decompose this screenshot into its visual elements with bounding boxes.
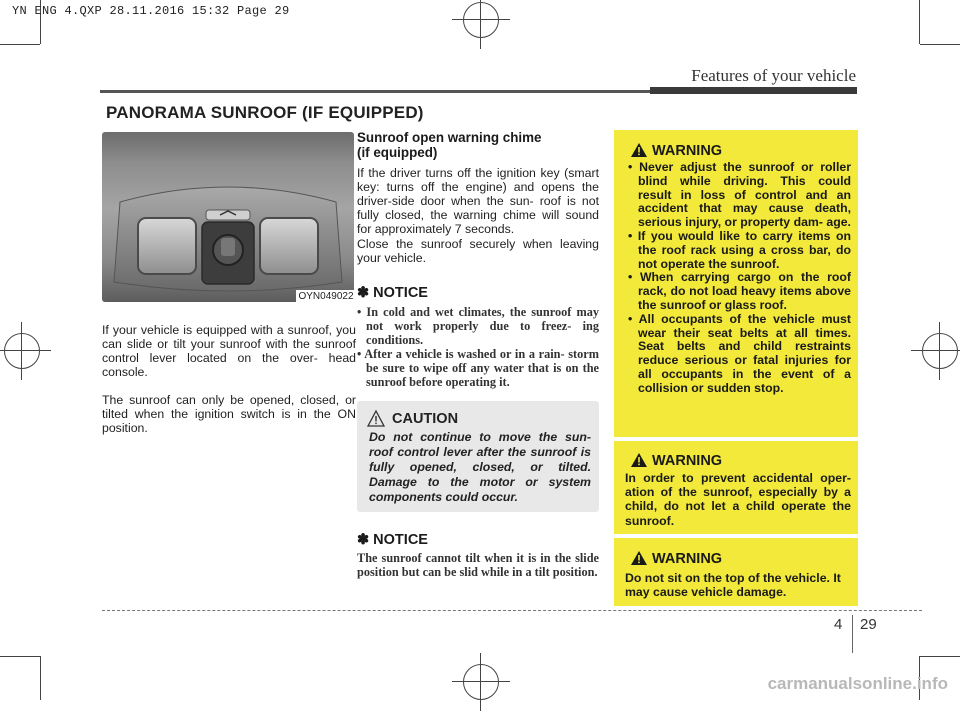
footer-rule xyxy=(102,610,922,611)
warning-text: Do not sit on the top of the vehicle. It may cause vehicle damage. xyxy=(625,571,841,600)
warning-item: • All occupants of the vehicle must wear their seat belts at all times. Seat belts and child restraints reduce serious or fatal injuries for all occupants in the event of a collision or sudden stop. xyxy=(628,311,851,395)
chime-title: Sunroof open warning chime xyxy=(357,130,542,145)
crop-mark xyxy=(0,656,40,657)
warning-triangle-icon xyxy=(630,550,648,566)
crop-mark xyxy=(920,44,960,45)
crop-mark xyxy=(919,0,920,44)
print-slug: YN ENG 4.QXP 28.11.2016 15:32 Page 29 xyxy=(12,4,290,18)
warning-text: In order to prevent accidental oper- ation of the sunroof, especially by a child, do not let a child operate the sunroof. xyxy=(625,471,851,528)
intro-paragraph: If your vehicle is equipped with a sunroof, you can slide or tilt your sunroof with the sunroof control lever located on the over- head console. xyxy=(102,323,356,379)
section-header: Features of your vehicle xyxy=(691,66,856,85)
caution-title: CAUTION xyxy=(392,411,459,427)
header-rule xyxy=(100,90,650,93)
caution-triangle-icon xyxy=(367,410,385,427)
header-rule-accent xyxy=(650,87,857,94)
chime-title-sub: (if equipped) xyxy=(357,145,438,160)
warning-triangle-icon xyxy=(630,452,648,468)
warning-title: WARNING xyxy=(652,453,723,469)
page-title: PANORAMA SUNROOF (IF EQUIPPED) xyxy=(106,103,424,122)
photo-code: OYN049022 xyxy=(296,290,356,304)
registration-mark-top xyxy=(463,2,499,38)
warning-list xyxy=(625,161,851,396)
crop-mark xyxy=(0,44,40,45)
warning-item: • Never adjust the sunroof or roller blind while driving. This could result in loss of control and an accident that may cause death, serious injury, or property dam- age. xyxy=(628,160,851,230)
warning-item: • When carrying cargo on the roof rack, do not load heavy items above the sunroof or glass roof. xyxy=(628,270,851,312)
notice-item: • After a vehicle is washed or in a rain- storm be sure to wipe off any water that is on the sunroof before operating it. xyxy=(357,347,599,389)
notice-heading: ✽ NOTICE xyxy=(357,532,428,548)
warning-title: WARNING xyxy=(652,551,723,567)
warning-title: WARNING xyxy=(652,143,723,159)
close-sunroof-paragraph: Close the sunroof securely when leaving your vehicle. xyxy=(357,237,599,265)
registration-mark-right xyxy=(922,333,958,369)
notice-item: • In cold and wet climates, the sunroof may not work properly due to freez- ing conditions. xyxy=(357,305,599,347)
page-divider xyxy=(852,615,853,653)
page-number: 29 xyxy=(860,616,877,633)
warning-triangle-icon xyxy=(630,142,648,158)
overhead-console-illustration xyxy=(102,132,354,302)
crop-mark xyxy=(920,656,960,657)
notice-text: The sunroof cannot tilt when it is in the slide position but can be slid while in a tilt position. xyxy=(357,551,599,579)
notice-list xyxy=(357,305,599,389)
caution-text: Do not continue to move the sun- roof control lever after the sunroof is fully opened, closed, or tilted. Damage to the motor or system components could occur. xyxy=(369,430,591,504)
chapter-number: 4 xyxy=(834,616,843,633)
warning-item: • If you would like to carry items on the roof rack using a cross bar, do not operate the sunroof. xyxy=(628,228,851,271)
overhead-console-photo xyxy=(102,132,354,302)
chime-heading xyxy=(357,130,599,160)
ignition-paragraph: The sunroof can only be opened, closed, or tilted when the ignition switch is in the ON position. xyxy=(102,393,356,435)
registration-mark-bottom xyxy=(463,664,499,700)
crop-mark xyxy=(40,656,41,700)
watermark: carmanualsonline.info xyxy=(767,674,948,693)
notice-heading: ✽ NOTICE xyxy=(357,285,428,301)
registration-mark-left xyxy=(4,333,40,369)
chime-paragraph: If the driver turns off the ignition key (smart key: turns off the engine) and opens the driver-side door when the sun- roof is not fully closed, the warning chime will sound for approximately 7 seconds. xyxy=(357,166,599,236)
